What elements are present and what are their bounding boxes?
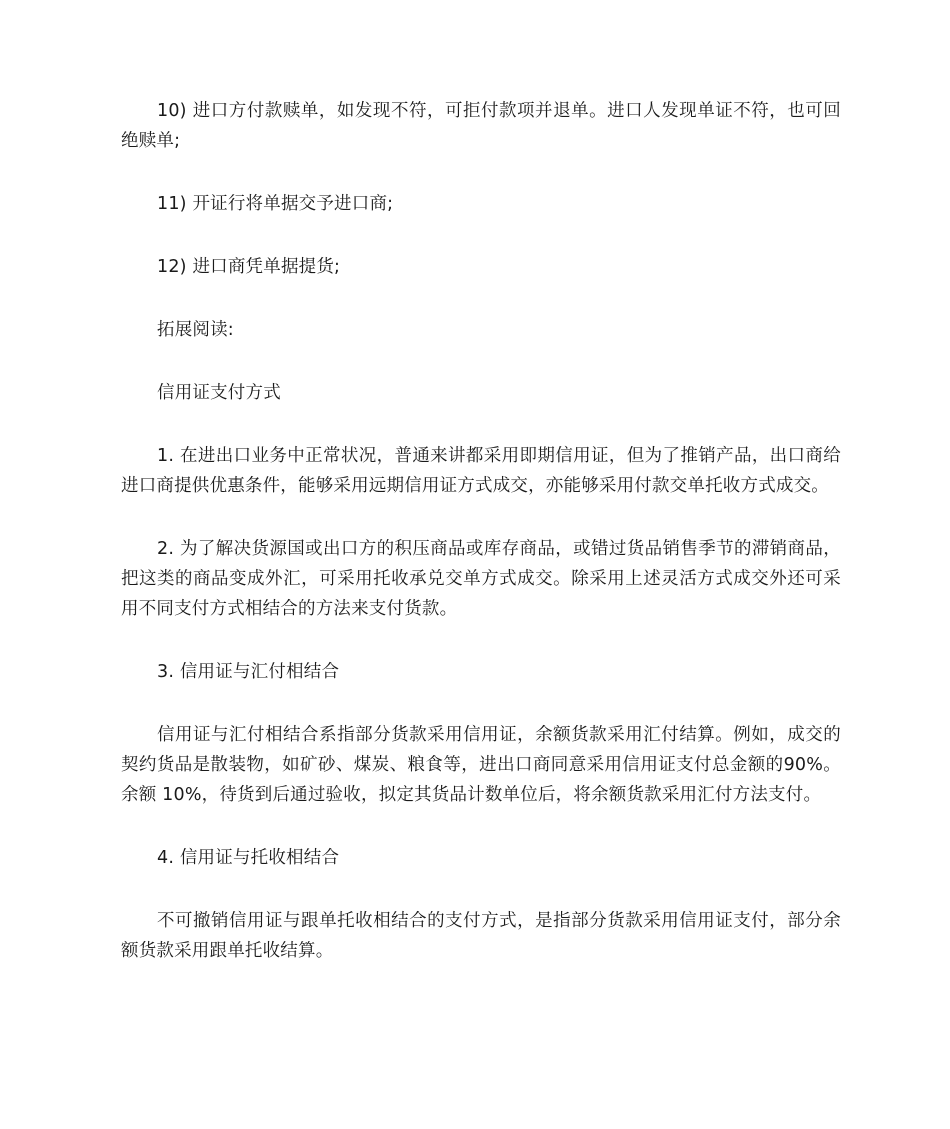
- paragraph-step-11: 11) 开证行将单据交予进口商;: [157, 194, 394, 214]
- section-heading: 信用证支付方式: [157, 383, 281, 403]
- document-body: [121, 96, 841, 999]
- paragraph-step-10: 10) 进口方付款赎单，如发现不符，可拒付款项并退单。进口人发现单证不符，也可回绝赎单;: [121, 101, 841, 151]
- extended-reading-label: 拓展阅读:: [157, 320, 234, 340]
- paragraph-item-3-body: 信用证与汇付相结合系指部分货款采用信用证，余额货款采用汇付结算。例如，成交的契约货品是散装物，如矿砂、煤炭、粮食等，进出口商同意采用信用证支付总金额的90%。余额 10%，待货到后通过验收，拟定其货品计数单位后，将余额货款采用汇付方法支付。: [121, 725, 841, 805]
- paragraph-item-2: 2. 为了解决货源国或出口方的积压商品或库存商品，或错过货品销售季节的滞销商品，把这类的商品变成外汇，可采用托收承兑交单方式成交。除采用上述灵活方式成交外还可采用不同支付方式相结合的方法来支付货款。: [121, 539, 841, 619]
- subheading-item-3: 3. 信用证与汇付相结合: [157, 662, 340, 682]
- paragraph-step-12: 12) 进口商凭单据提货;: [157, 257, 341, 277]
- paragraph-item-1: 1. 在进出口业务中正常状况，普通来讲都采用即期信用证，但为了推销产品，出口商给进口商提供优惠条件，能够采用远期信用证方式成交，亦能够采用付款交单托收方式成交。: [121, 446, 841, 496]
- subheading-item-4: 4. 信用证与托收相结合: [157, 848, 340, 868]
- paragraph-item-4-body: 不可撤销信用证与跟单托收相结合的支付方式，是指部分货款采用信用证支付，部分余额货款采用跟单托收结算。: [121, 911, 841, 961]
